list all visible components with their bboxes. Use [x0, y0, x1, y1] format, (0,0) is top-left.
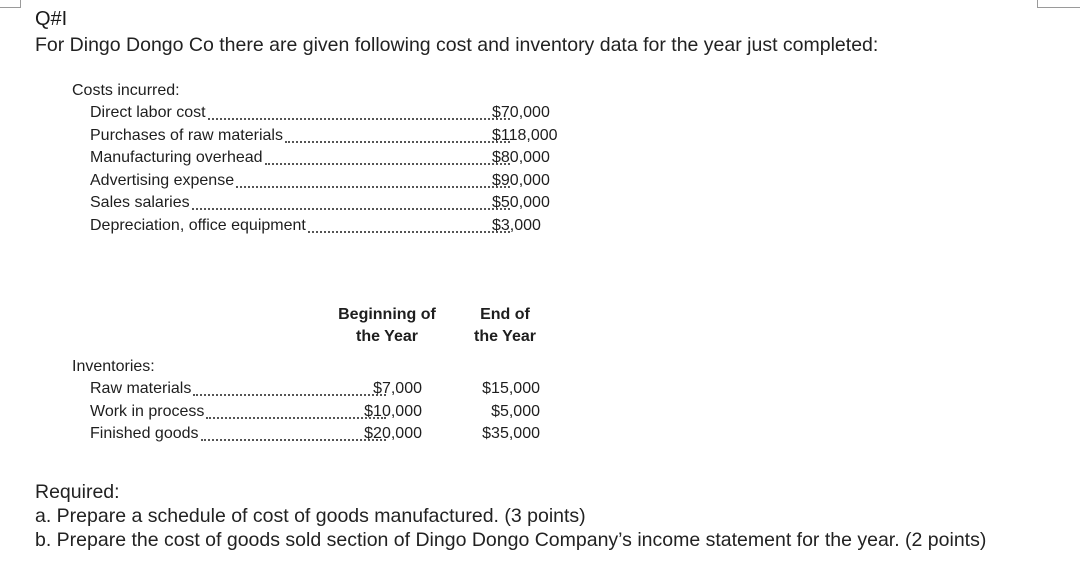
cost-row: [72, 102, 552, 125]
cost-value: $50,000: [492, 194, 550, 211]
inventory-row: [72, 423, 552, 446]
inventory-label: Finished goods: [90, 423, 201, 446]
cost-value: $90,000: [492, 171, 550, 189]
column-header-line: Beginning of: [338, 306, 436, 323]
cost-label: Advertising expense: [90, 170, 236, 193]
cost-label: Direct labor cost: [90, 102, 208, 125]
cost-row: [72, 170, 552, 193]
required-item: a. Prepare a schedule of cost of goods manufactured. (3 points): [35, 505, 586, 527]
dot-leader: [308, 218, 510, 233]
column-header-beginning: [327, 304, 447, 348]
inventory-row: [72, 401, 552, 424]
margin-corner-mark: [1037, 0, 1080, 8]
dot-leader: [208, 105, 510, 120]
cost-value: $118,000: [492, 126, 558, 144]
cost-value: $80,000: [492, 149, 550, 166]
cost-value: $3,000: [492, 216, 541, 234]
costs-table: [72, 80, 558, 237]
inventory-end-value: $35,000: [482, 425, 540, 442]
inventories-table: [72, 356, 552, 446]
inventory-row: [72, 378, 552, 401]
dot-leader: [265, 150, 510, 165]
question-number: Q#I: [35, 8, 68, 30]
cost-label: Manufacturing overhead: [90, 147, 265, 170]
cost-row: [72, 147, 552, 170]
inventory-begin-value: $10,000: [364, 402, 422, 420]
inventory-label: Work in process: [90, 401, 206, 424]
margin-corner-mark: [0, 0, 21, 8]
cost-row: [72, 192, 552, 215]
cost-label: Sales salaries: [90, 192, 192, 215]
column-header-end: [460, 304, 550, 348]
cost-row: [72, 125, 558, 148]
dot-leader: [192, 195, 510, 210]
cost-label: Depreciation, office equipment: [90, 215, 308, 238]
inventories-heading: Inventories:: [72, 358, 155, 375]
required-title: Required:: [35, 481, 120, 503]
dot-leader: [236, 173, 510, 188]
inventory-end-value: $5,000: [491, 402, 540, 420]
required-section: [35, 480, 1045, 552]
inventory-begin-value: $7,000: [373, 380, 422, 397]
inventory-label: Raw materials: [90, 378, 193, 401]
column-header-line: the Year: [474, 328, 536, 345]
inventory-end-value: $15,000: [482, 380, 540, 397]
required-item: b. Prepare the cost of goods sold section of Dingo Dongo Company’s income statement for the year. (2 points): [35, 529, 987, 551]
dot-leader: [285, 128, 510, 143]
inventory-begin-value: $20,000: [364, 425, 422, 442]
cost-value: $70,000: [492, 104, 550, 121]
column-header-line: the Year: [356, 328, 418, 345]
costs-heading: Costs incurred:: [72, 82, 180, 99]
cost-label: Purchases of raw materials: [90, 125, 285, 148]
column-header-line: End of: [480, 306, 530, 323]
cost-row: [72, 215, 552, 238]
question-intro: For Dingo Dongo Co there are given following cost and inventory data for the year just completed:: [35, 34, 879, 56]
